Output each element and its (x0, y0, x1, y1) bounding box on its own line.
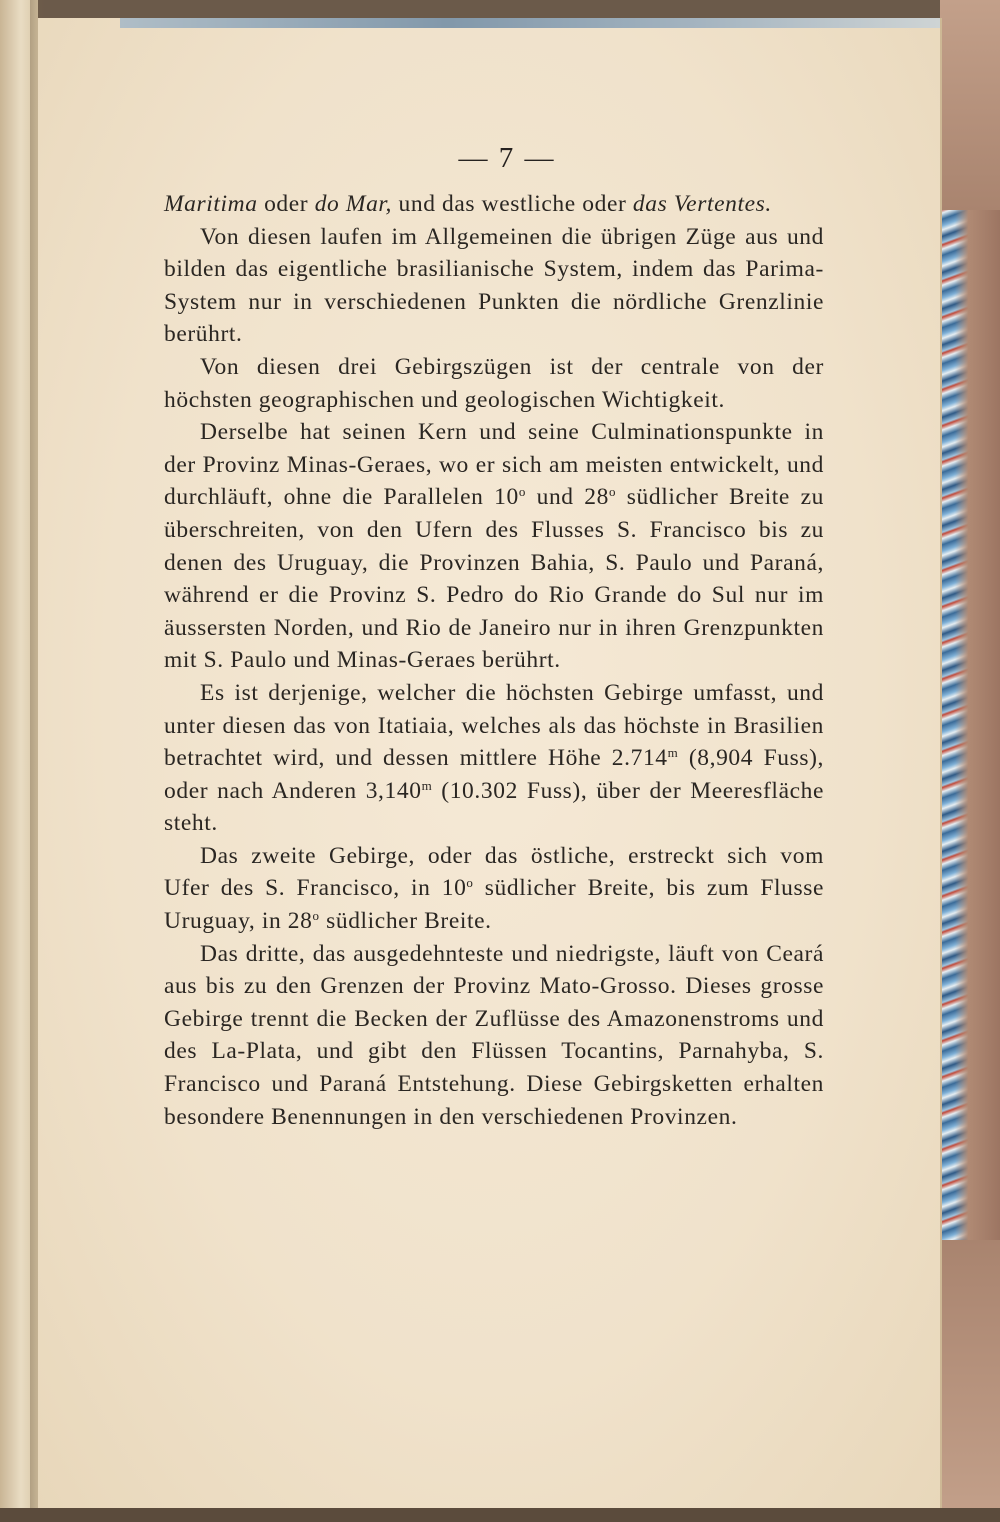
paragraph (164, 221, 824, 351)
italic-text: Maritima (164, 191, 258, 217)
text-run: oder (257, 191, 315, 217)
text-run: Von diesen laufen im Allgemeinen die übrigen Züge aus und bilden das eigentliche brasilianische System, indem das Parima-System nur in verschiedenen Punkten die nördliche Grenzlinie berührt. (164, 223, 824, 348)
paragraph (164, 840, 824, 938)
bottom-shadow (0, 1508, 1000, 1522)
text-run: Von diesen drei Gebirgszügen ist der centrale von der höchsten geographischen und geologischen Wichtigkeit. (164, 353, 824, 413)
paragraph (164, 416, 824, 677)
text-run: und 28 (525, 484, 610, 511)
superscript: o (609, 484, 617, 500)
italic-text: do (314, 191, 340, 217)
superscript: m (667, 745, 679, 761)
text-run: südlicher Breite zu überschreiten, von den Ufern des Flusses S. Francisco bis zu denen des Uruguay, die Provinzen Bahia, S. Paulo und Paraná, während er die Provinz S. Pedro do Rio Grande do Sul nur im äussersten Norden, und Rio de Janeiro nur in ihren Grenzpunkten mit S. Paulo und Minas-Geraes berührt. (164, 484, 824, 674)
leather-corner-top (940, 0, 1000, 210)
text-run: südlicher Breite, bis zum Flusse Uruguay, in 28 (164, 875, 824, 935)
paragraph (164, 677, 824, 840)
superscript: o (466, 875, 474, 891)
text-run: Das dritte, das ausgedehnteste und niedrigste, läuft von Ceará aus bis zu den Grenzen der Provinz Mato-Grosso. Dieses grosse Gebirge trennt die Becken der Zuflüsse des Amazonenstroms und des La-Plata, und gibt den Flüssen Tocantins, Parnahyba, S. Francisco und Paraná Entstehung. Diese Gebirgsketten erhalten besondere Benennungen in den verschiedenen Provinzen. (164, 940, 824, 1130)
text-run: (8,904 Fuss), oder nach Anderen 3,140 (164, 745, 824, 804)
text-run: (10.302 Fuss), über der Meeresfläche steht. (164, 777, 825, 837)
text-run: Es ist derjenige, welcher die höchsten Gebirge umfasst, und unter diesen das von Itatiaia, welches als das höchste in Brasilien betrachtet wird, und dessen mittlere Höhe 2.714 (164, 679, 824, 772)
page-number: — 7 — (458, 142, 556, 174)
leather-corner-bottom (940, 1240, 1000, 1522)
superscript: o (518, 484, 526, 500)
italic-text: Mar, (345, 191, 393, 217)
paragraph (164, 188, 824, 221)
text-run: und das westliche oder (392, 191, 633, 217)
superscript: o (312, 908, 320, 924)
superscript: m (421, 777, 433, 793)
italic-text: das Vertentes. (632, 191, 772, 217)
paragraph (164, 938, 824, 1134)
text-run: südlicher Breite. (319, 908, 492, 935)
paragraph (164, 351, 824, 416)
body-text (164, 188, 824, 1133)
top-page-edge (120, 18, 940, 28)
text-run: Das zweite Gebirge, oder das östliche, erstreckt sich vom Ufer des S. Francisco, in 10 (164, 842, 824, 902)
text-run: Derselbe hat seinen Kern und seine Culminationspunkte in der Provinz Minas-Geraes, wo er sich am meisten entwickelt, und durchläuft, ohne die Parallelen 10 (164, 419, 824, 511)
